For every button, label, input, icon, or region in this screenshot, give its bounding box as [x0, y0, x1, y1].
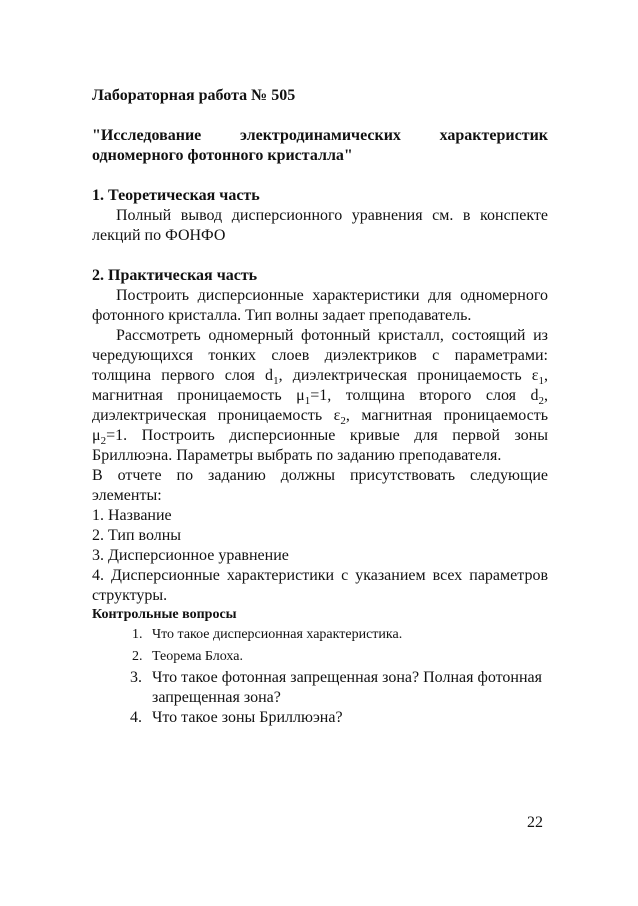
- questions-heading: Контрольные вопросы: [92, 607, 237, 622]
- practice-heading: 2. Практическая часть: [92, 267, 258, 284]
- p2-text-5: , диэлектрическая проницаемость ε: [92, 387, 548, 424]
- question-item: 4. Что такое зоны Бриллюэна?: [146, 708, 548, 728]
- theory-heading: 1. Теоретическая часть: [92, 187, 260, 204]
- question-item: 2. Теорема Блоха.: [146, 646, 548, 668]
- questions-list: [92, 624, 548, 728]
- practice-paragraph-1: Построить дисперсионные характеристики для одномерного фотонного кристалла. Тип волны задает преподаватель.: [92, 287, 548, 324]
- question-item: 3. Что такое фотонная запрещенная зона? Полная фотонная запрещенная зона?: [146, 668, 548, 708]
- lab-title: Лабораторная работа № 505: [92, 87, 296, 104]
- report-item: 1. Название: [92, 507, 172, 524]
- p2-text-3: , магнитная проницаемость μ: [92, 367, 549, 404]
- page-body: [92, 86, 548, 728]
- p2-text-4: =1, толщина второго слоя d: [310, 387, 539, 404]
- p2-sub-1: 1: [273, 375, 279, 388]
- spacer: [92, 106, 548, 126]
- theory-text: Полный вывод дисперсионного уравнения см. в конспекте лекций по ФОНФО: [92, 207, 548, 244]
- p2-text-7: =1. Построить дисперсионные кривые для первой зоны Бриллюэна. Параметры выбрать по заданию преподавателя.: [92, 427, 548, 464]
- p2-sub-5: 2: [340, 415, 346, 428]
- p2-sub-4: 2: [538, 395, 544, 408]
- p2-text-2: , диэлектрическая проницаемость ε: [278, 367, 539, 384]
- spacer: [92, 246, 548, 266]
- question-item: 1. Что такое дисперсионная характеристика.: [146, 624, 548, 646]
- p2-sub-2: 1: [538, 375, 545, 388]
- report-intro: В отчете по заданию должны присутствовать следующие элементы:: [92, 467, 548, 504]
- report-item: 2. Тип волны: [92, 527, 182, 544]
- report-item: 3. Дисперсионное уравнение: [92, 547, 289, 564]
- p2-sub-3: 1: [304, 395, 311, 408]
- p2-text-6: , магнитная проницаемость μ: [92, 407, 548, 444]
- page-number: 22: [527, 814, 543, 831]
- report-item: 4. Дисперсионные характеристики с указанием всех параметров структуры.: [92, 567, 548, 604]
- p2-sub-6: 2: [100, 435, 107, 448]
- p2-text-1: Рассмотреть одномерный фотонный кристалл, состоящий из чередующихся тонких слоев диэлектриков с параметрами: толщина первого слоя d: [92, 327, 548, 384]
- practice-paragraph-2: [92, 326, 548, 466]
- lab-subtitle: "Исследование электродинамических характеристик одномерного фотонного кристалла": [92, 127, 548, 164]
- spacer: [92, 166, 548, 186]
